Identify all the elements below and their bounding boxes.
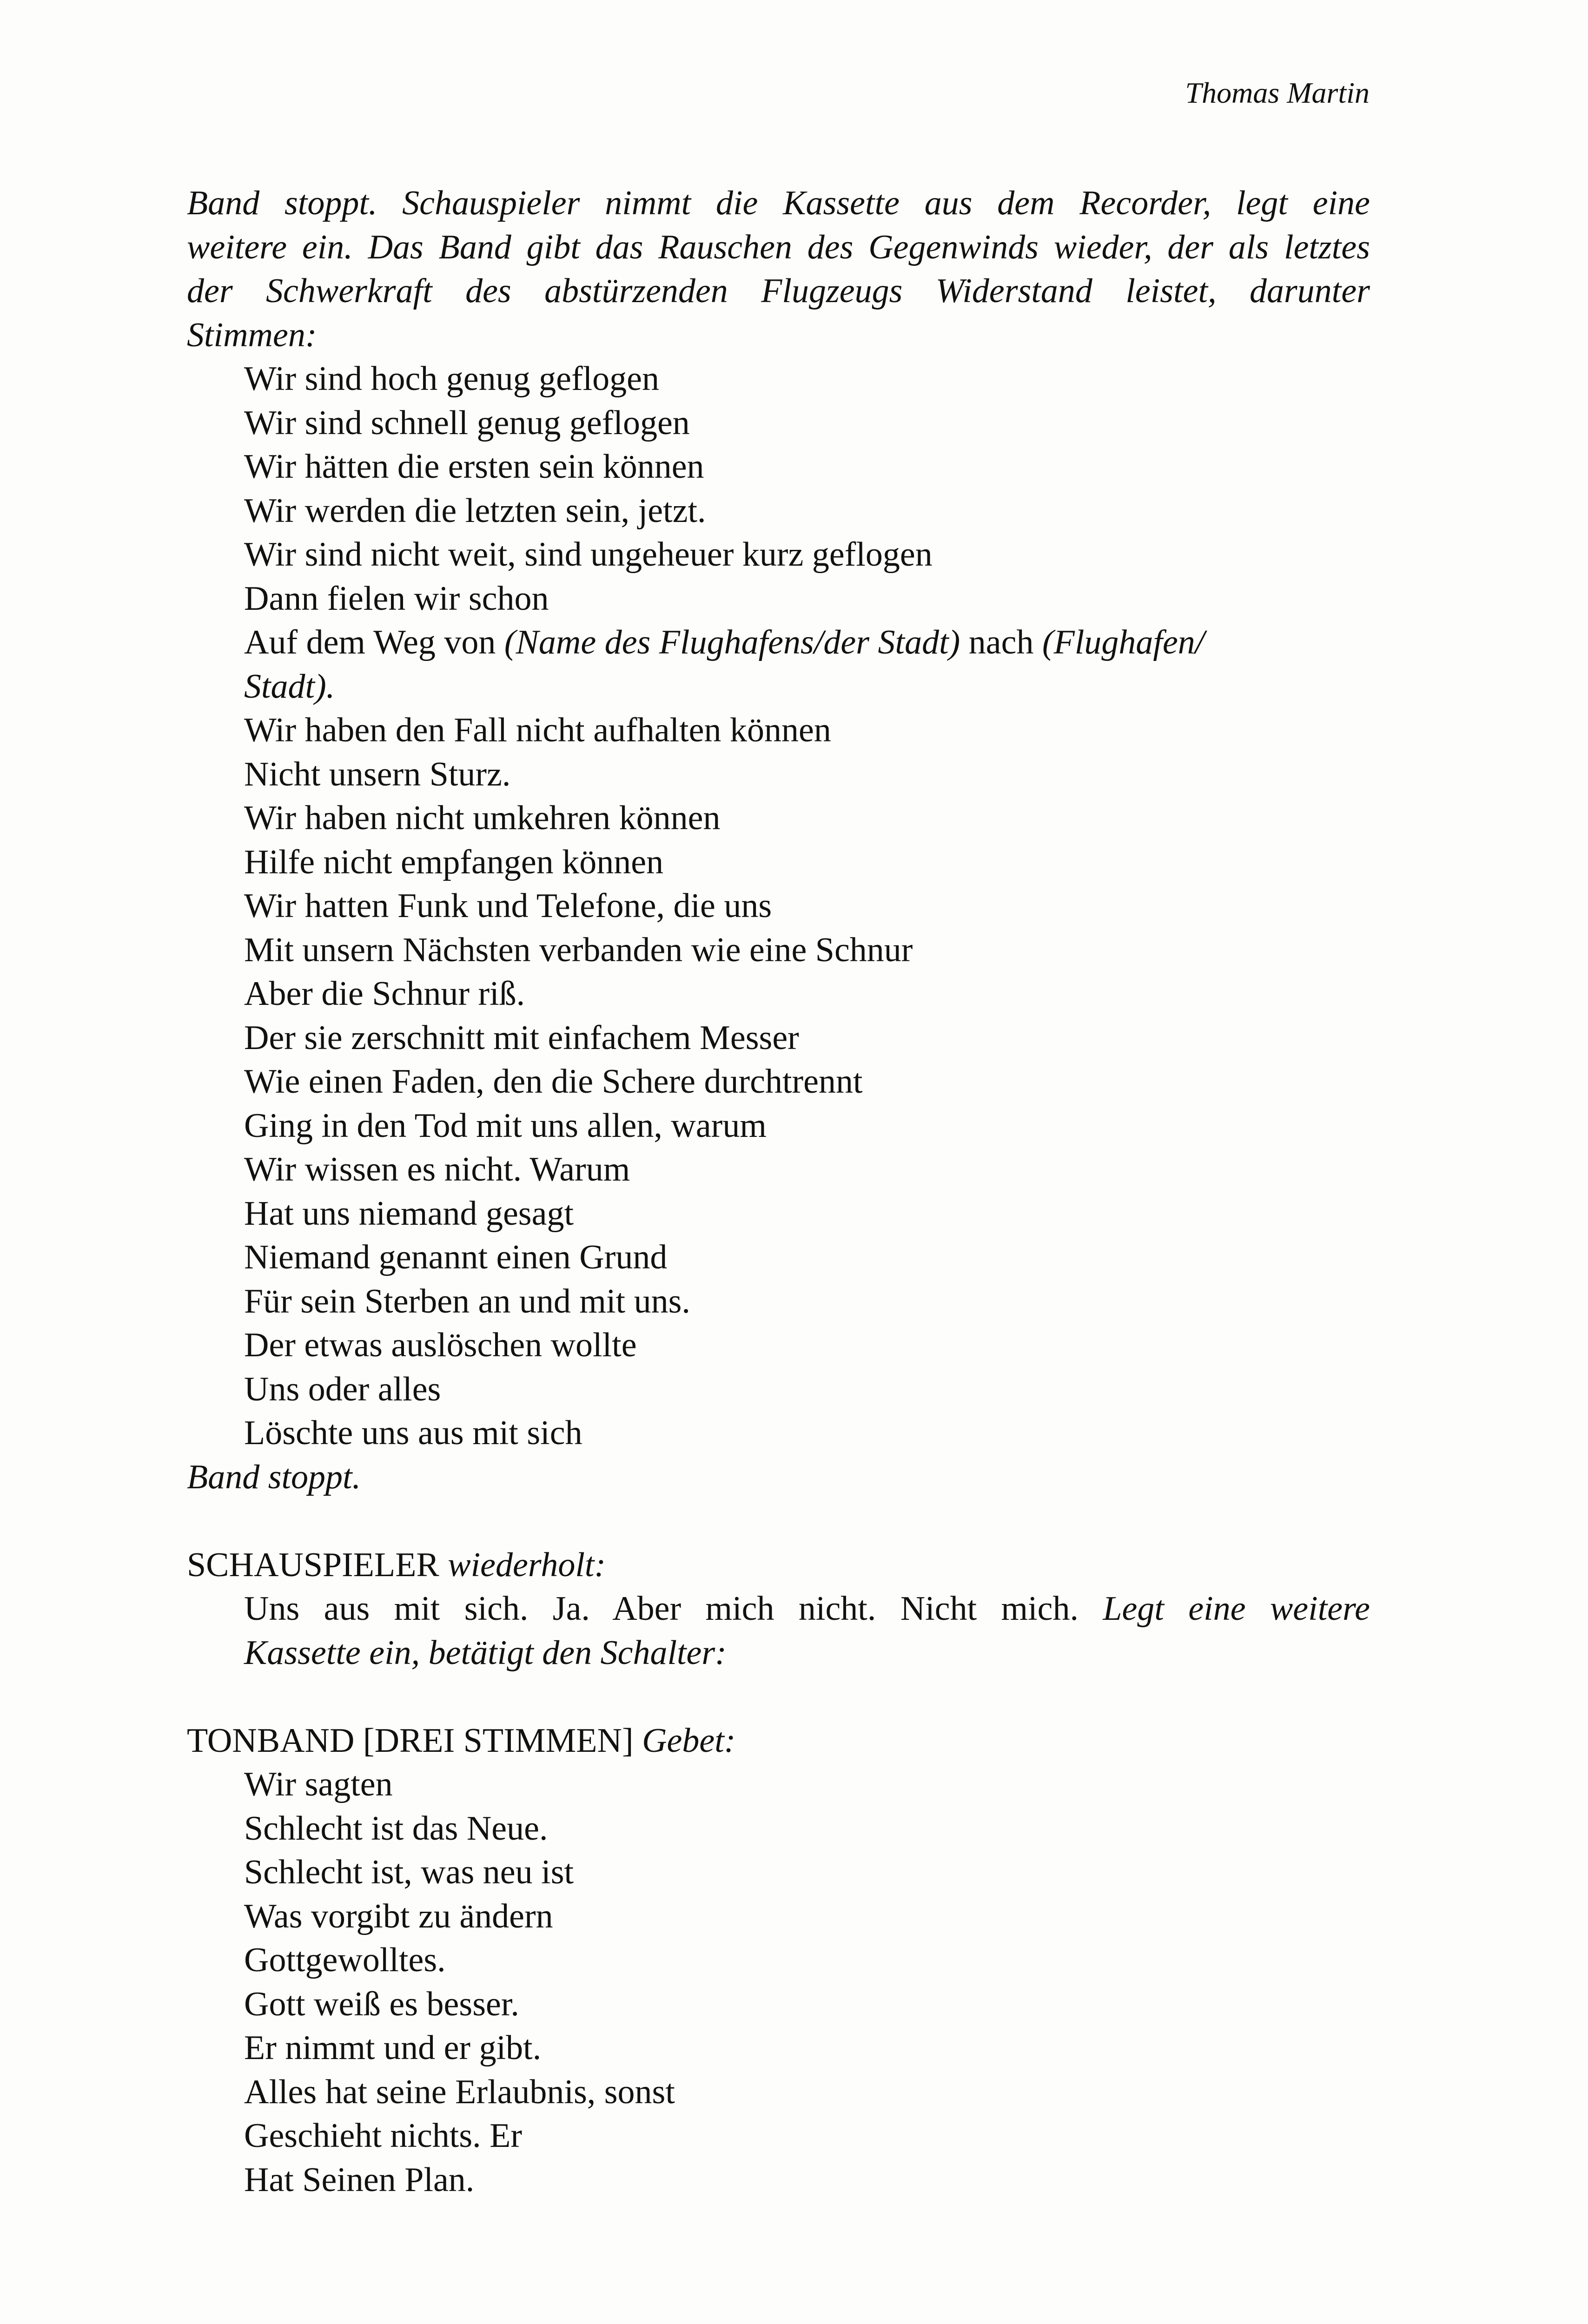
verse-line: Gott weiß es besser. (244, 1985, 519, 2023)
play-text (187, 181, 1370, 2202)
running-head: Thomas Martin (1185, 76, 1370, 109)
stage-direction-line: der Schwerkraft des abstürzenden Flugzeugs Widerstand leistet, darunter (187, 272, 1370, 310)
speech-direction-line: Kassette ein, betätigt den Schalter: (244, 1633, 727, 1672)
stage-direction-line: Band stoppt. (187, 1458, 361, 1496)
speaker-direction: Gebet: (633, 1721, 736, 1760)
verse-line: Was vorgibt zu ändern (244, 1897, 553, 1935)
speaker-name: SCHAUSPIELER (187, 1545, 439, 1584)
verse-line: Schlecht ist das Neue. (244, 1809, 548, 1848)
verse-line: Wir sind hoch genug geflogen (244, 360, 660, 398)
verse-line: Wir werden die letzten sein, jetzt. (244, 491, 706, 530)
verse-line: Wie einen Faden, den die Schere durchtrennt (244, 1063, 863, 1101)
verse-line: Wir sind schnell genug geflogen (244, 403, 690, 442)
speaker-line (187, 1719, 1370, 1763)
speech-text: Uns aus mit sich. Ja. Aber mich nicht. Nicht mich. (244, 1590, 1103, 1628)
verse-line: Der sie zerschnitt mit einfachem Messer (244, 1018, 799, 1057)
verse-line: Wir hatten Funk und Telefone, die uns (244, 887, 772, 925)
paragraph-gap (187, 1499, 1370, 1543)
verse-line: Wir hätten die ersten sein können (244, 448, 704, 486)
verse-line: Gottgewolltes. (244, 1941, 446, 1979)
verse-line: Ging in den Tod mit uns allen, warum (244, 1106, 767, 1145)
verse-line: Für sein Sterben an und mit uns. (244, 1282, 690, 1320)
verse-line: Wir sind nicht weit, sind ungeheuer kurz geflogen (244, 535, 933, 574)
verse-line: Nicht unsern Sturz. (244, 755, 511, 793)
verse-line: Er nimmt und er gibt. (244, 2029, 542, 2067)
verse-line: Niemand genannt einen Grund (244, 1238, 668, 1276)
speaker-direction: wiederholt: (439, 1545, 606, 1584)
verse-line: Der etwas auslöschen wollte (244, 1326, 637, 1364)
verse-line: Dann fielen wir schon (244, 579, 549, 618)
verse-line: Schlecht ist, was neu ist (244, 1853, 574, 1891)
speech-line (187, 1587, 1370, 1631)
verse-line: Wir wissen es nicht. Warum (244, 1150, 630, 1188)
stage-direction-line: weitere ein. Das Band gibt das Rauschen des Gegenwinds wieder, der als letztes (187, 228, 1370, 266)
verse-line: Hat Seinen Plan. (244, 2160, 475, 2199)
verse-text: nach (960, 623, 1042, 661)
placeholder-destination: (Flughafen/ (1042, 623, 1205, 661)
verse-line: Uns oder alles (244, 1370, 441, 1408)
verse-line: Alles hat seine Erlaubnis, sonst (244, 2073, 675, 2111)
verse-line: Löschte uns aus mit sich (244, 1414, 582, 1452)
verse-line: Wir haben nicht umkehren können (244, 799, 721, 837)
stage-direction-line: Stimmen: (187, 316, 317, 354)
speaker-line (187, 1543, 1370, 1587)
paragraph-gap (187, 1675, 1370, 1719)
placeholder-origin: (Name des Flughafens/der Stadt) (504, 623, 960, 661)
stage-direction-line: Band stoppt. Schauspieler nimmt die Kassette aus dem Recorder, legt eine (187, 184, 1370, 222)
verse-line: Aber die Schnur riß. (244, 975, 525, 1013)
speaker-name: TONBAND [DREI STIMMEN] (187, 1721, 634, 1760)
verse-line: Mit unsern Nächsten verbanden wie eine Schnur (244, 931, 913, 969)
verse-line: Wir haben den Fall nicht aufhalten können (244, 711, 831, 749)
speech-direction: Legt eine weitere (1103, 1590, 1370, 1628)
verse-line: Stadt). (244, 667, 335, 706)
verse-text: Auf dem Weg von (244, 623, 504, 661)
verse-line: Hat uns niemand gesagt (244, 1194, 574, 1233)
verse-line: Wir sagten (244, 1765, 393, 1803)
verse-line (187, 621, 1370, 665)
verse-line: Hilfe nicht empfangen können (244, 843, 664, 881)
verse-line: Geschieht nichts. Er (244, 2117, 522, 2155)
